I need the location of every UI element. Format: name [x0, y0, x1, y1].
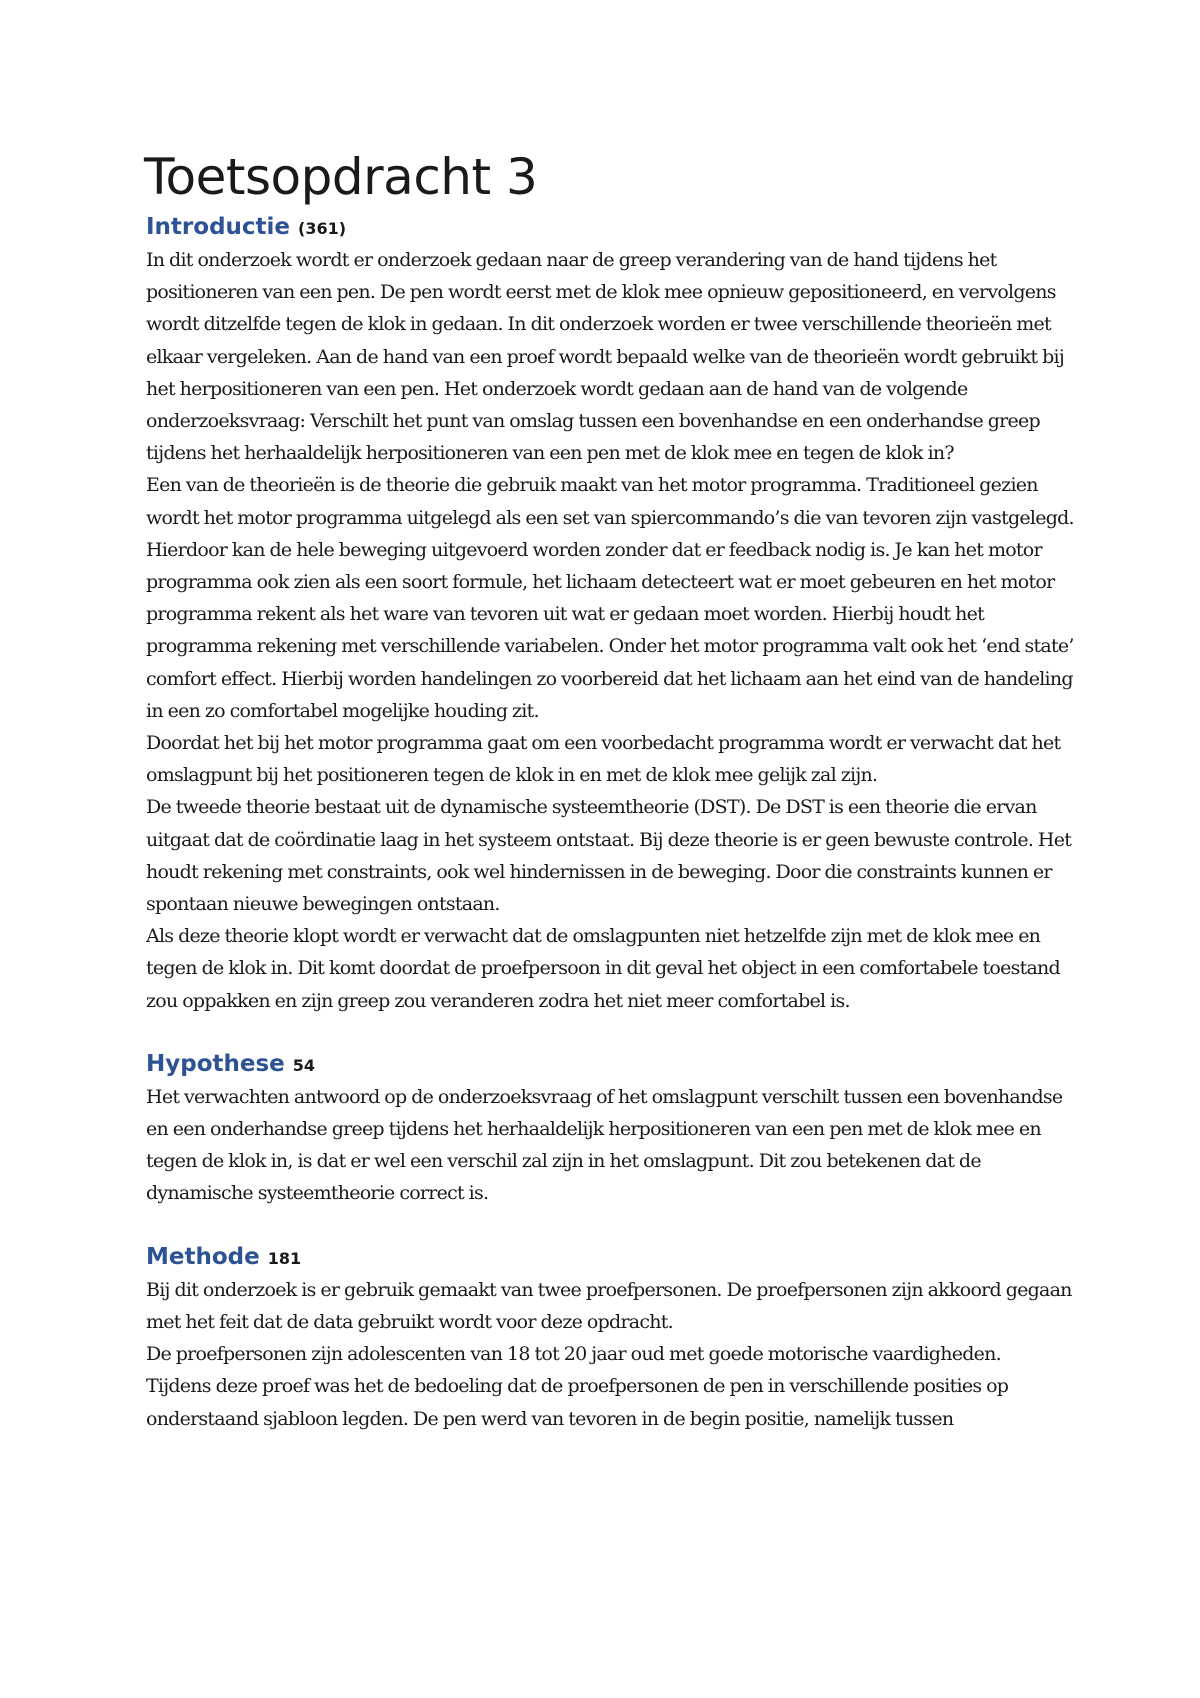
word-count: 54	[292, 1055, 316, 1075]
paragraph: In dit onderzoek wordt er onderzoek gedaan naar de greep verandering van de hand tijdens het positioneren van een pen. De pen wordt eerst met de klok mee opnieuw gepositioneerd, en vervolgens wordt ditzelfde tegen de klok in gedaan. In dit onderzoek worden er twee verschillende theorieën met elkaar vergeleken. Aan de hand van een proef wordt bepaald welke van de theorieën wordt gebruikt bij het herpositioneren van een pen. Het onderzoek wordt gedaan aan de hand van de volgende onderzoeksvraag: Verschilt het punt van omslag tussen een bovenhandse en een onderhandse greep tijdens het herhaaldelijk herpositioneren van een pen met de klok mee en tegen de klok in?	[146, 249, 1065, 465]
paragraph: De proefpersonen zijn adolescenten van 18 tot 20 jaar oud met goede motorische vaardigheden.	[146, 1343, 1001, 1366]
paragraph: De tweede theorie bestaat uit de dynamische systeemtheorie (DST). De DST is een theorie die ervan uitgaat dat de coördinatie laag in het systeem ontstaat. Bij deze theorie is er geen bewuste controle. Het houdt rekening met constraints, ook wel hindernissen in de beweging. Door die constraints kunnen er spontaan nieuwe bewegingen ontstaan.	[146, 796, 1072, 916]
paragraph: Een van de theorieën is de theorie die gebruik maakt van het motor programma. Traditioneel gezien wordt het motor programma uitgelegd als een set van spiercommando’s die van tevoren zijn vastgelegd. Hierdoor kan de hele beweging uitgevoerd worden zonder dat er feedback nodig is. Je kan het motor programma ook zien als een soort formule, het lichaam detecteert wat er moet gebeuren en het motor programma rekent als het ware van tevoren uit wat er gedaan moet worden. Hierbij houdt het programma rekening met verschillende variabelen. Onder het motor programma valt ook het ‘end state’ comfort effect. Hierbij worden handelingen zo voorbereid dat het lichaam aan het eind van de handeling in een zo comfortabel mogelijke houding zit.	[146, 474, 1074, 722]
section-heading-text: Introductie	[146, 214, 291, 240]
paragraph: Tijdens deze proef was het de bedoeling dat de proefpersonen de pen in verschillende posities op onderstaand sjabloon legden. De pen werd van tevoren in de begin positie, namelijk tussen	[146, 1375, 1009, 1430]
paragraph: Als deze theorie klopt wordt er verwacht dat de omslagpunten niet hetzelfde zijn met de klok mee en tegen de klok in. Dit komt doordat de proefpersoon in dit geval het object in een comfortabele toestand zou oppakken en zijn greep zou veranderen zodra het niet meer comfortabel is.	[146, 925, 1060, 1012]
paragraph: Doordat het bij het motor programma gaat om een voorbedacht programma wordt er verwacht dat het omslagpunt bij het positioneren tegen de klok in en met de klok mee gelijk zal zijn.	[146, 732, 1061, 787]
paragraph: Het verwachten antwoord op de onderzoeksvraag of het omslagpunt verschilt tussen een bovenhandse en een onderhandse greep tijdens het herhaaldelijk herpositioneren van een pen met de klok mee en tegen de klok in, is dat er wel een verschil zal zijn in het omslagpunt. Dit zou betekenen dat de dynamische systeemtheorie correct is.	[146, 1085, 1063, 1205]
paragraph: Bij dit onderzoek is er gebruik gemaakt van twee proefpersonen. De proefpersonen zijn akkoord gegaan met het feit dat de data gebruikt wordt voor deze opdracht.	[146, 1278, 1072, 1333]
document-body	[146, 146, 1076, 1435]
section-heading-introductie	[146, 212, 1076, 244]
section-spacer	[146, 1210, 1076, 1242]
section-heading-hypothese	[146, 1049, 1076, 1081]
word-count: (361)	[298, 219, 347, 238]
section-heading-text: Hypothese	[146, 1050, 285, 1077]
section-heading-text: Methode	[146, 1243, 260, 1270]
section-spacer	[146, 1017, 1076, 1049]
section-heading-methode	[146, 1242, 1076, 1274]
word-count: 181	[267, 1248, 302, 1268]
document-title: Toetsopdracht 3	[144, 148, 538, 206]
